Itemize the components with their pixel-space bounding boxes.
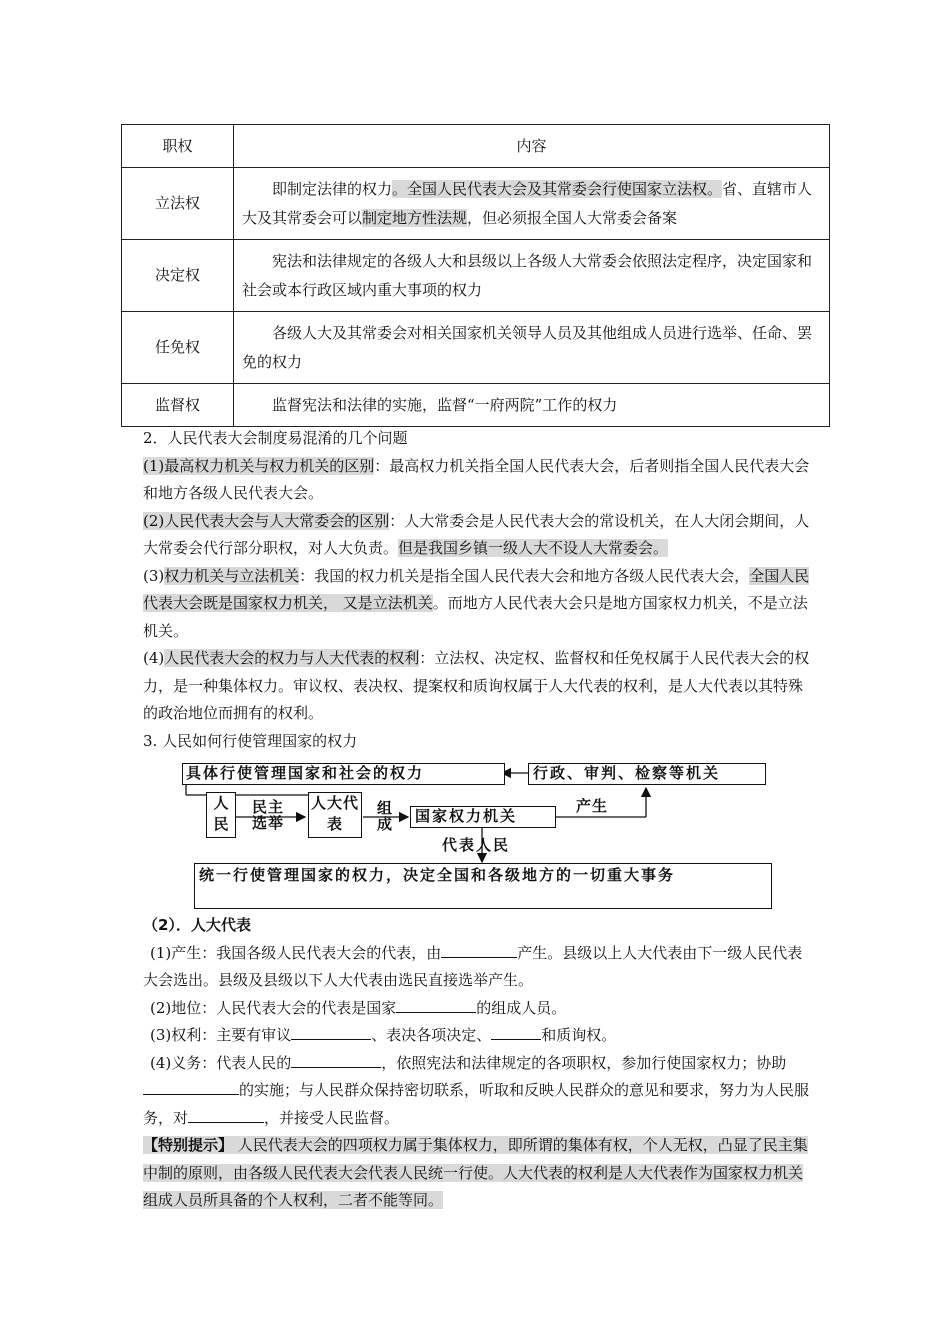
section-title: 2．人民代表大会制度易混淆的几个问题: [143, 429, 408, 447]
issue-4: (4)人民代表大会的权力与人大代表的权利：立法权、决定权、监督权和任免权属于人民代表大会的权力，是一种集体权力。审议权、表决权、提案权和质询权属于人大代表的权利，是人大代表以其特殊的政治地位而拥有的权利。: [143, 649, 810, 722]
people-box: 人民: [206, 792, 236, 838]
table-row: [122, 240, 830, 312]
deputy-origin: (1)产生：我国各级人民代表大会的代表，由 产生。县级以上人大代表由下一级人民代表大会选出。县级及县级以下人大代表由选民直接选举产生。: [143, 943, 803, 989]
table-row: [122, 168, 830, 240]
fill-blank[interactable]: [188, 1107, 264, 1123]
issue-3: (3)权力机关与立法机关：我国的权力机关是指全国人民代表大会和地方各级人民代表大会，全国人民代表大会既是国家权力机关， 又是立法机关。而地方人民代表大会只是地方国家权力机关，不是立法机关。: [143, 566, 810, 640]
produce-label: 产生: [576, 797, 609, 815]
state-power-organ-box: 国家权力机关: [410, 806, 556, 828]
header-content: 内容: [234, 125, 830, 168]
fill-blank[interactable]: [143, 1079, 239, 1095]
powers-table: [121, 124, 830, 427]
power-content: 各级人大及其常委会对相关国家机关领导人员及其他组成人员进行选举、任命、罢免的权力: [234, 312, 830, 384]
header-power: 职权: [122, 125, 234, 168]
elect-label: 民主选举: [251, 798, 284, 832]
table-header-row: [122, 125, 830, 168]
organs-box: 行政、审判、检察等机关: [528, 763, 766, 785]
bottom-box: 统一行使管理国家的权力，决定全国和各级地方的一切重大事务: [194, 863, 772, 909]
power-name: 立法权: [122, 168, 234, 240]
deputy-status: (2)地位：人民代表大会的代表是国家 的组成人员。: [150, 998, 567, 1017]
deputy-duties: (4)义务：代表人民的 ，依照宪法和法律规定的各项职权，参加行使国家权力；协助的实施；与人民群众保持密切联系，听取和反映人民群众的意见和要求，努力为人民服务，对 ，并接受人民监督。: [143, 1053, 810, 1127]
power-content: 监督宪法和法律的实施，监督“一府两院”工作的权力: [234, 384, 830, 427]
table-row: [122, 312, 830, 384]
issue-1: (1)最高权力机关与权力机关的区别：最高权力机关指全国人民代表大会，后者则指全国人民代表大会和地方各级人民代表大会。: [143, 456, 810, 502]
special-tip: [143, 1132, 815, 1215]
section-title: 3. 人民如何行使管理国家的权力: [143, 731, 358, 750]
issue-2: (2)人民代表大会与人大常委会的区别：人大常委会是人民代表大会的常设机关，在人大闭会期间，人大常委会代行部分职权，对人大负责。但是我国乡镇一级人大不设人大常委会。: [143, 511, 810, 557]
power-name: 监督权: [122, 384, 234, 427]
section-confusing-issues: [143, 425, 815, 755]
power-name: 决定权: [122, 240, 234, 312]
fill-blank[interactable]: [291, 1024, 371, 1040]
compose-label: 组成: [376, 799, 393, 833]
table-row: [122, 384, 830, 427]
deputy-rights: (3)权利：主要有审议 、表决各项决定、 和质询权。: [150, 1026, 617, 1044]
fill-blank[interactable]: [491, 1024, 541, 1040]
power-flow-diagram: [180, 762, 780, 916]
fill-blank[interactable]: [291, 1052, 381, 1068]
tip-label: 【特别提示】: [143, 1136, 234, 1154]
deputies-box: 人大代表: [308, 792, 362, 838]
represent-label: 代表人民: [442, 836, 511, 854]
section-deputies: [143, 912, 815, 1215]
top-box: 具体行使管理国家和社会的权力: [182, 763, 505, 785]
power-name: 任免权: [122, 312, 234, 384]
fill-blank[interactable]: [441, 942, 517, 958]
section-title: （2）．人大代表: [143, 916, 251, 934]
fill-blank[interactable]: [396, 997, 476, 1013]
tip-text: 人民代表大会的四项权力属于集体权力，即所谓的集体有权，个人无权，凸显了民主集中制的原则，由各级人民代表大会代表人民统一行使。人大代表的权利是人大代表作为国家权力机关组成人员所具备的个人权利，二者不能等同。: [143, 1136, 808, 1209]
power-content: 宪法和法律规定的各级人大和县级以上各级人大常委会依照法定程序，决定国家和社会或本行政区域内重大事项的权力: [234, 240, 830, 312]
power-content: 即制定法律的权力。全国人民代表大会及其常委会行使国家立法权。省、直辖市人大及其常委会可以制定地方性法规，但必须报全国人大常委会备案: [234, 168, 830, 240]
